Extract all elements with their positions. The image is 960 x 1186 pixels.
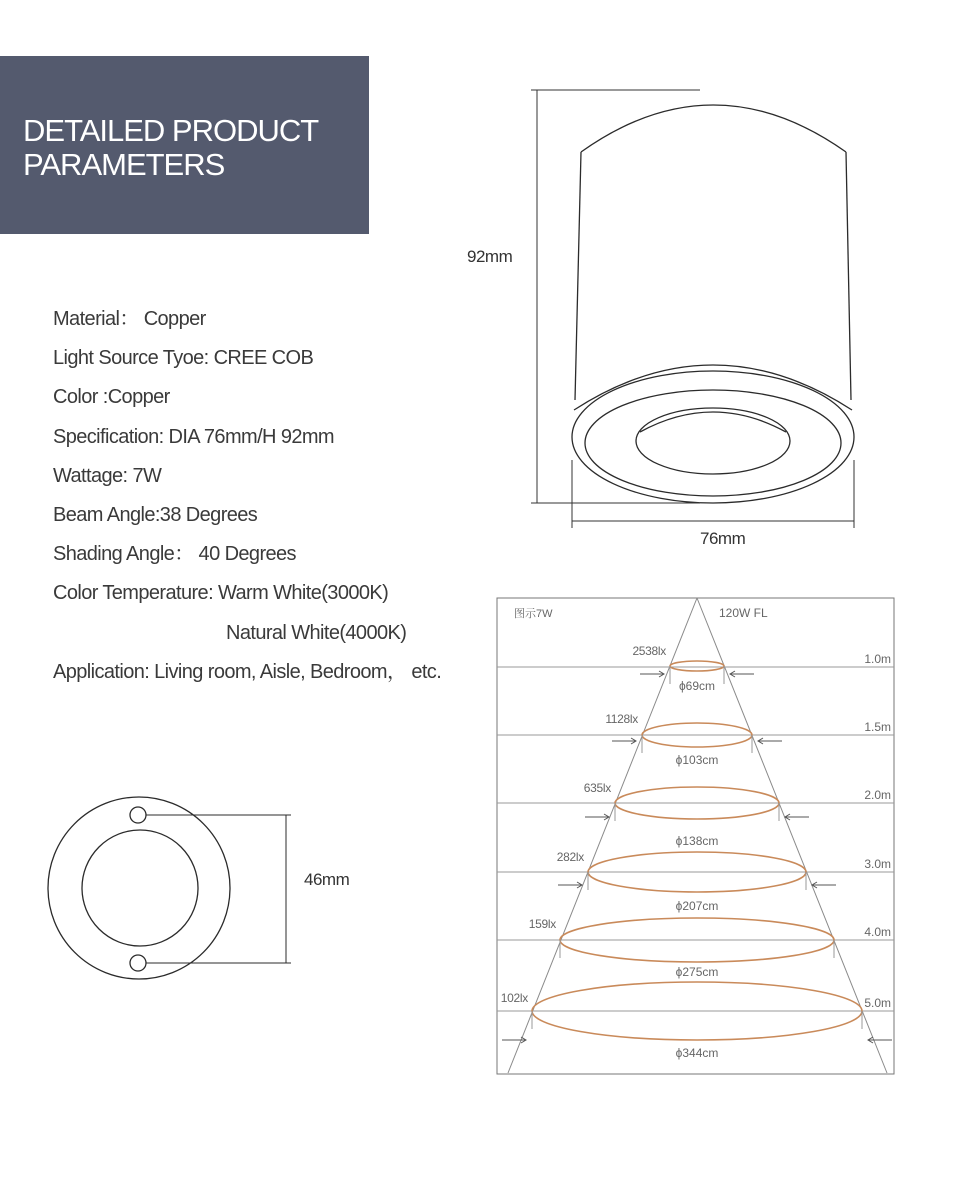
param-beam-angle: Beam Angle:38 Degrees (53, 504, 258, 527)
cylinder-right-side (846, 152, 851, 400)
beam-cone-left (508, 598, 697, 1073)
diameter-label: ϕ138cm (675, 834, 719, 848)
cylinder-base-mid (585, 390, 841, 496)
param-shading-angle: Shading Angle： 40 Degrees (53, 543, 296, 566)
arrow-left (558, 882, 582, 888)
beam-chart (497, 598, 894, 1074)
lux-label: 159lx (528, 917, 556, 931)
diameter-label: ϕ207cm (675, 899, 719, 913)
diameter-label: ϕ344cm (675, 1046, 719, 1060)
arrow-left (640, 671, 664, 677)
cylinder-opening-inner (640, 412, 786, 432)
distance-label: 5.0m (864, 996, 891, 1010)
plate-inner-circle (82, 830, 198, 946)
cylinder-base-rim (574, 365, 852, 410)
title-line-2: PARAMETERS (23, 147, 225, 182)
width-dimension (572, 460, 854, 528)
arrow-right (785, 814, 809, 820)
lux-label: 2538lx (632, 644, 666, 658)
mounting-hole-top (130, 807, 146, 823)
hole-spacing-label: 46mm (304, 870, 350, 889)
distance-label: 1.5m (864, 720, 891, 734)
arrow-right (758, 738, 782, 744)
height-dimension (531, 90, 700, 503)
param-color: Color :Copper (53, 386, 170, 409)
mounting-hole-bottom (130, 955, 146, 971)
width-label: 76mm (700, 529, 746, 548)
cylinder-base-outer (572, 371, 854, 503)
param-specification: Specification: DIA 76mm/H 92mm (53, 425, 334, 448)
param-color-temperature-alt: Natural White(4000K) (226, 621, 407, 644)
distance-label: 3.0m (864, 857, 891, 871)
distance-label: 4.0m (864, 925, 891, 939)
cylinder-opening (636, 408, 790, 474)
lux-label: 635lx (583, 781, 611, 795)
arrow-left (502, 1037, 526, 1043)
diameter-label: ϕ69cm (678, 679, 716, 693)
lux-label: 282lx (556, 850, 584, 864)
arrow-left (585, 814, 609, 820)
diameter-label: ϕ103cm (675, 753, 719, 767)
beam-rows (497, 644, 894, 1060)
cylinder-top-edge (581, 105, 846, 152)
param-material: Material： Copper (53, 308, 206, 330)
lux-label: 102lx (500, 991, 528, 1005)
cylinder-left-side (575, 152, 581, 400)
param-color-temperature: Color Temperature: Warm White(3000K) (53, 582, 389, 605)
diameter-label: ϕ275cm (675, 965, 719, 979)
title-line-1: DETAILED PRODUCT (23, 113, 319, 148)
beam-chart-lamp: 120W FL (719, 606, 768, 620)
param-light-source: Light Source Tyoe: CREE COB (53, 347, 314, 370)
height-label: 92mm (467, 247, 513, 266)
arrow-left (612, 738, 636, 744)
plate-outer-circle (48, 797, 230, 979)
beam-chart-caption: 图示7W (514, 608, 553, 620)
arrow-right (730, 671, 754, 677)
param-application: Application: Living room, Aisle, Bedroom， etc. (53, 660, 442, 683)
param-wattage: Wattage: 7W (53, 464, 162, 487)
arrow-right (812, 882, 836, 888)
lux-label: 1128lx (605, 712, 638, 726)
beam-ellipse (670, 661, 724, 671)
mounting-plate-drawing (48, 797, 291, 979)
cylinder-drawing (572, 105, 854, 503)
beam-cone-right (697, 598, 887, 1073)
distance-label: 1.0m (864, 652, 891, 666)
distance-label: 2.0m (864, 788, 891, 802)
arrow-right (868, 1037, 892, 1043)
